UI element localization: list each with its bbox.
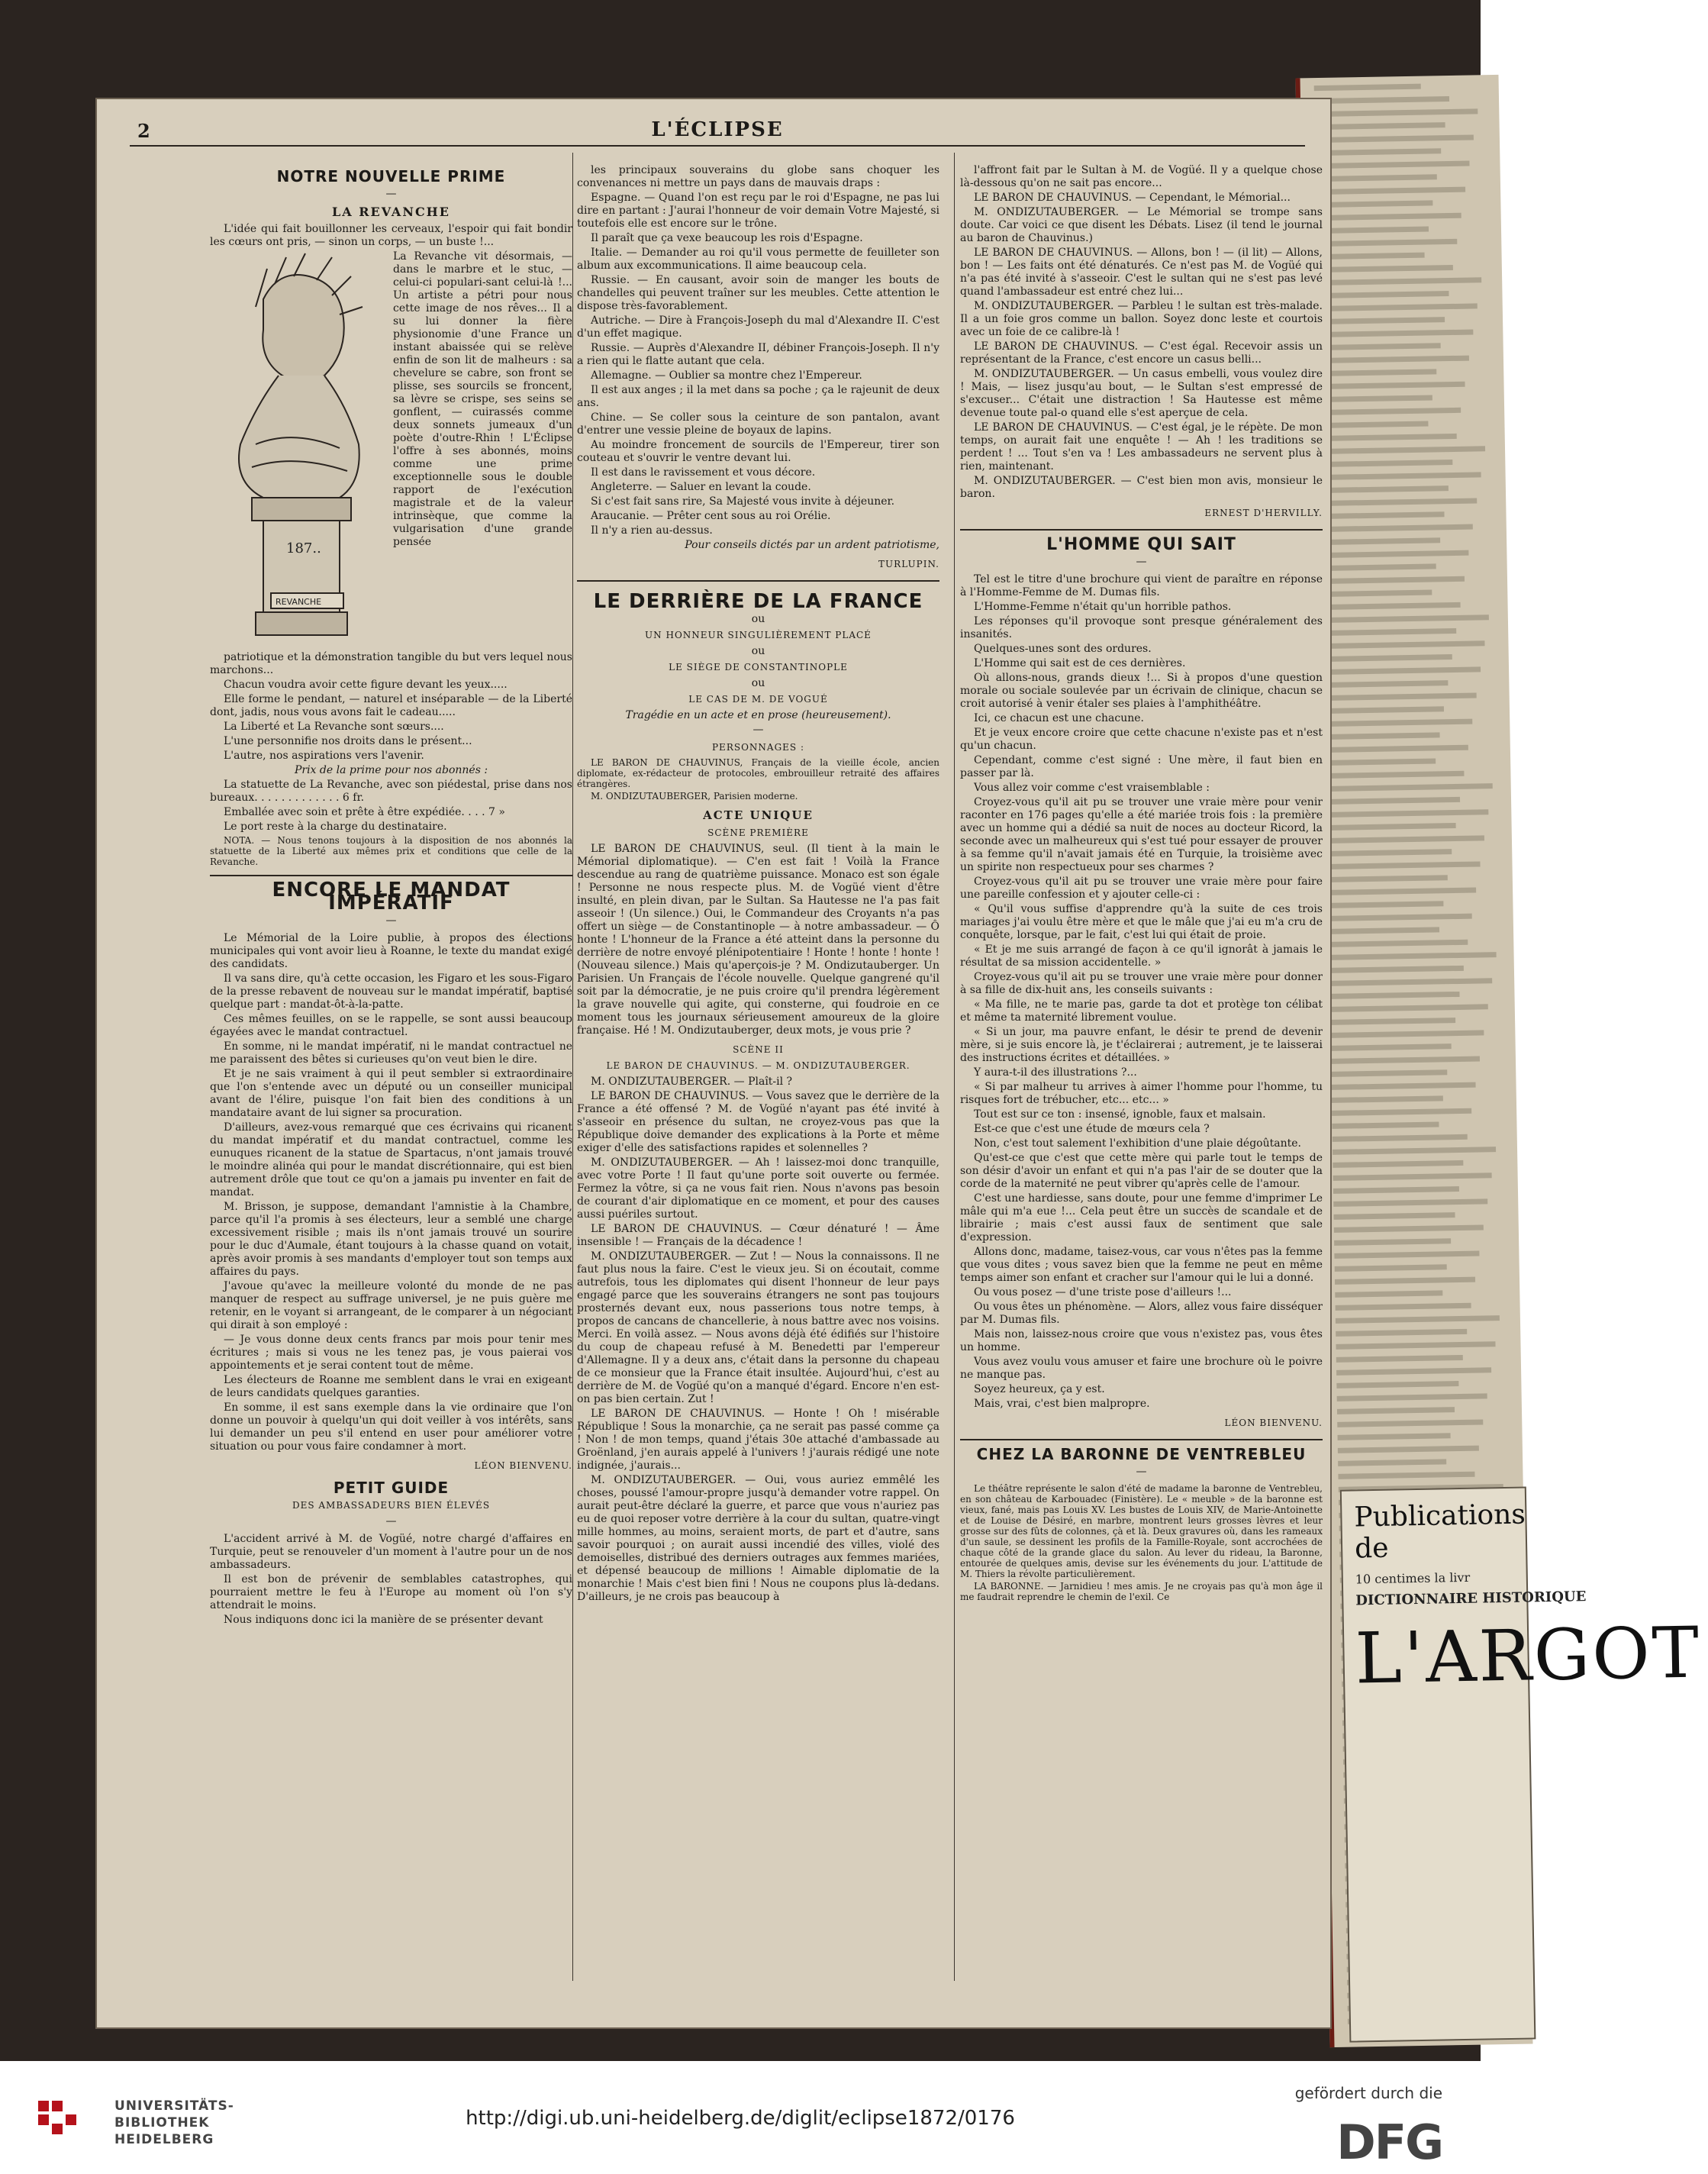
paragraph: Si c'est fait sans rire, Sa Majesté vous invite à déjeuner.	[591, 495, 895, 508]
column-3: l'affront fait par le Sultan à M. de Vogüé. Il y a quelque chose là-dessous qu'on ne sait pas encore... LE BARON DE CHAUVINUS. — Cependant, le Mémorial... M. ONDIZUTAUBERGER. — Le Mémorial se trompe sans doute. Car voici ce que disent les Débats. Lisez (il tend le journal au baron de Chauvinus.) LE BARON DE CHAUVINUS. — Allons, bon ! — (il lit) — Allons, bon ! — Les faits ont été dénaturés. Ce n'est pas M. de Vogüé qui n'a pas été invité à s'asseoir. C'est le sultan qui ne s'est pas levé quand l'ambassadeur est entré chez lui... M. ONDIZUTAUBERGER. — Parbleu ! le sultan est très-malade. Il a un foie gros comme un ballon. Soyez donc leste et courtois avec un foie de ce calibre-là ! LE BARON DE CHAUVINUS. — C'est égal. Recevoir assis un représentant de la France, c'est encore un casus belli... M. ONDIZUTAUBERGER. — Un casus embelli, vous voulez dire ! Mais, — lisez jusqu'au bout, — le Sultan s'est empressé de s'excuser... C'était une distraction ! Sa Hautesse est même devenue toute pal-o quand elle s'est aperçue de cela. LE BARON DE CHAUVINUS. — C'est égal, je le répète. De mon temps, on aurait fait une enquête ! — Ah ! les traditions se perdent ! ... Tout s'en va ! Les ambassadeurs ne servent plus à rien, maintenant. M. ONDIZUTAUBERGER. — C'est bien mon avis, monsieur le baron. ERNEST D'HERVILLY. L'HOMME QUI SAIT — Tel est le titre d'une brochure qui vient de paraître en réponse à l'Homme-Femme de M. Dumas fils. L'Homme-Femme n'était qu'un horrible pathos. Les réponses qu'il provoque sont presque généralement des insanités. Quelques-unes sont des ordures. L'Homme qui sait est de ces dernières. Où allons-nous, grands dieux !... Si à propos d'une question morale ou sociale soulevée par un écrivain de clinique, chacun se croit autorisé à venir étaler ses plaies à l'amphithéâtre. Ici, ce chacun est une chacune. Et je veux encore croire que cette chacune n'existe pas et n'est qu'un chacun. Cependant, comme c'est signé : Une mère, il faut bien en passer par là. Vous allez voir comme c'est vraisemblable : Croyez-vous qu'il ait pu se trouver une vraie mère pour venir raconter en 176 pages qu'elle a été mariée trois fois : la première avec un homme qui a dédié sa nuit de noces au docteur Ricord, la seconde avec un malheureux qui s'est tué pour essayer de prouver à sa femme qu'il n'avait jamais été en Turquie, la troisième avec un spirite non respectueux pour ses charmes ? Croyez-vous qu'il ait pu se trouver une vraie mère pour faire une pareille confession et y ajouter celle-ci : « Qu'il vous suffise d'apprendre qu'à la suite de ces trois mariages j'ai voulu être mère et que le mâle que j'ai eu m'a cru de conquête, lorsque, par le fait, c'est lui qui était de proie. « Et je me suis arrangé de façon à ce qu'il ignorât à jamais le résultat de sa mission accidentelle. » Croyez-vous qu'il ait pu se trouver une vraie mère pour donner à sa fille de dix-huit ans, les conseils suivants : « Ma fille, ne te marie pas, garde ta dot et protège ton célibat et même ta maternité librement voulue. « Si un jour, ma pauvre enfant, le désir te prend de devenir mère, si je suis encore là, je t'éclairerai ; autrement, je te laisserai des instructions écrites et détaillées. » Y aura-t-il des illustrations ?... « Si par malheur tu arrives à aimer l'homme pour l'homme, tu risques fort de trébucher, etc... etc... » Tout est sur ce ton : insensé, ignoble, faux et malsain. Est-ce que c'est une étude de mœurs cela ? Non, c'est tout salement l'exhibition d'une plaie dégoûtante. Qu'est-ce que c'est que cette mère qui parle tout le temps de son désir d'avoir un enfant et qui n'a pas l'air de se douter que la corde de la maternité ne peut vibrer qu'après celle de l'amour. C'est une hardiesse, sans doute, pour une femme d'imprimer Le mâle qui m'a eue !... Cela peut être un succès de scandale et de librairie ; mais c'est aussi faux de sentiment que sale d'expression. Allons donc, madame, taisez-vous, car vous n'êtes pas la femme que vous dites ; vous savez bien que la femme ne peut en même temps aimer son enfant et cracher sur l'amour qui le lui a donné. Ou vous posez — d'une triste pose d'ailleurs !... Ou vous êtes un phénomène. — Alors, allez vous faire disséquer par M. Dumas fils. Mais non, laissez-nous croire que vous n'existez pas, vous êtes un homme. Vous avez voulu vous amuser et faire une brochure où le poivre ne manque pas. Soyez heureux, ça y est. Mais, vrai, c'est bien malpropre. LÉON BIENVENU. CHEZ LA BARONNE DE VENTREBLEU — Le théâtre représente le salon d'été de madame la baronne de Ventrebleu, en son château de Karbouadec (Finistère). Le « meuble » de la baronne est vieux, fané, mais pas Louis XV. Les bustes de Louis XIV, de Marie-Antoinette et de Louise de Désiré, en marbre, montrent leurs grosses lèvres et leur grosse sur des fûts de colonnes, çà et là. Deux gravures où, dans les rameaux d'un saule, se dessinent les profils de la Famille-Royale, sont accrochées de chaque côté de la grande glace du salon. Au lever du rideau, la Baronne, entourée de quelques amis, devise sur les événements du jour. L'attitude de M. Thiers la révolte particulièrement. LA BARONNE. — Jarnidieu ! mes amis. Je ne croyais pas qu'à mon âge il me faudrait reprendre le chemin de l'exil. Ce	[960, 164, 1323, 1602]
paragraph: Il est dans le ravissement et vous décore.	[591, 466, 816, 479]
adjacent-text-line	[1319, 356, 1469, 363]
adjacent-text-line	[1317, 277, 1481, 285]
adjacent-text-line	[1319, 343, 1441, 350]
play-ou: ou	[751, 613, 765, 625]
adjacent-text-line	[1335, 1264, 1447, 1272]
paragraph: Tel est le titre d'une brochure qui vient de paraître en réponse à l'Homme-Femme de M. Dumas fils.	[960, 573, 1323, 598]
prime-title: NOTRE NOUVELLE PRIME	[276, 167, 506, 185]
permalink-url[interactable]: http://digi.ub.uni-heidelberg.de/diglit/eclipse1872/0176	[466, 2107, 1015, 2130]
column-1: NOTRE NOUVELLE PRIME — LA REVANCHE L'idée qui fait bouillonner les cerveaux, l'espoir qui fait bondir les cœurs ont pris, — sinon un corps, — un buste !... 187.. REVANCHE La Revanche vit désormais, — dans le marbre et le stuc, — celui-ci populari-sant celui-là !... Un artiste a pétri pour nous cette image de nos rêves... Il a su lui donner la fière physionomie d'une France un instant abaissée qui se relève enfin de son lit de malheurs : sa chevelure se cabre, son front se plisse, ses sourcils se froncent, sa lèvre se crispe, ses seins se gonflent, — cuirassés comme deux sonnets jumeaux d'un poète d'outre-Rhin ! L'Éclipse l'offre à ses abonnés, moins comme une prime exceptionnelle sous le double rapport de l'exécution magistrale et de la valeur intrinsèque, que comme la vulgarisation d'une grande pensée patriotique et la démonstration tangible du but vers lequel nous marchons... Chacun voudra avoir cette figure devant les yeux..... Elle forme le pendant, — naturel et inséparable — de la Liberté dont, jadis, nous vous avons fait le cadeau..... La Liberté et La Revanche sont sœurs.... L'une personnifie nos droits dans le présent... L'autre, nos aspirations vers l'avenir. Prix de la prime pour nos abonnés : La statuette de La Revanche, avec son piédestal, prise dans nos bureaux. . . . . . . . . . . . . 6 fr. Emballée avec soin et prête à être expédiée. . . . 7 » Le port reste à la charge du destinataire. NOTA. — Nous tenons toujours à la disposition de nos abonnés la statuette de la Liberté aux mêmes prix et conditions que celle de la Revanche. ENCORE LE MANDAT IMPÉRATIF — Le Mémorial de la Loire publie, à propos des élections municipales qui vont avoir lieu à Roanne, le texte du mandat exigé des candidats. Il va sans dire, qu'à cette occasion, les Figaro et les sous-Figaro de la presse rebavent de nouveau sur le mandat impératif, baptisé quelque part : mandat-ôt-à-la-patte. Ces mêmes feuilles, on se le rappelle, se sont aussi beaucoup égayées avec le mandat contractuel. En somme, ni le mandat impératif, ni le mandat contractuel ne me paraissent des bêtes si curieuses qu'on veut bien le dire. Et je ne sais vraiment à qui il peut sembler si extraordinaire que l'on s'entende avec un député ou un conseiller municipal avant de l'élire, puisque l'on fait bien des conditions à un mandataire avant de lui signer sa procuration. D'ailleurs, avez-vous remarqué que ces écrivains qui ricanent du mandat impératif et du mandat contractuel, comme les eunuques ricanent de la statue de Spartacus, n'ont jamais trouvé le moindre alinéa qui pour le mandat discrétionnaire, qui est bien autrement drôle que tout ce qu'on a jamais pu inventer en fait de mandat. M. Brisson, je suppose, demandant l'amnistie à la Chambre, parce qu'il l'a promis à ses électeurs, leur a semblé une charge excessivement risible ; mais ils n'ont jamais trouvé un sourire pour le duc d'Aumale, étant toujours à la chasse quand on votait, après avoir promis à ses mandants d'employer tout son temps aux affaires du pays. J'avoue qu'avec la meilleure volonté du monde de ne pas manquer de respect au suffrage universel, je ne puis guère me retenir, en le voyant si arrangeant, de le comparer à un négociant qui dirait à son employé : — Je vous donne deux cents francs par mois pour tenir mes écritures ; mais si vous ne les tenez pas, je vous paierai vos appointements et je serai content tout de même. Les électeurs de Roanne me semblent dans le vrai en exigeant de leurs candidats quelques garanties. En somme, il est sans exemple dans la vie ordinaire que l'on donne un pouvoir à quelqu'un qui doit veiller à vos intérêts, sans lui demander un peu s'il entend en user pour améliorer votre situation ou pour vous faire condamner à mort. LÉON BIENVENU. PETIT GUIDE DES AMBASSADEURS BIEN ÉLEVÉS — L'accident arrivé à M. de Vogüé, notre chargé d'affaires en Turquie, peut se renouveler d'un moment à l'autre pour un de nos ambassadeurs. Il est bon de prévenir de semblables catastrophes, qui pourraient mettre le feu à l'Europe au moment où l'on s'y attendrait le moins. Nous indiquons donc ici la manière de se présenter devant	[210, 167, 572, 1626]
revanche-bust-illustration	[210, 253, 385, 647]
adjacent-text-line	[1315, 161, 1469, 169]
play-continued	[960, 164, 1323, 501]
adjacent-text-line	[1335, 1277, 1475, 1285]
dialogue-line: M. ONDIZUTAUBERGER. — Parbleu ! le sultan est très-malade. Il a un foie gros comme un ballon. Soyez donc leste et courtois avec un foie de ce calibre-là !	[960, 300, 1323, 338]
column-2: les principaux souverains du globe sans choquer les convenances ni mettre un pays dans de mauvais draps : Espagne. — Quand l'on est reçu par le roi d'Espagne, ne pas lui dire en partant : J'aurai l'honneur de voir demain Votre Majesté, si toutefois elle est encore sur le trône. Il paraît que ça vexe beaucoup les rois d'Espagne. Italie. — Demander au roi qu'il vous permette de feuilleter son album aux excommunications. Il aime beaucoup cela. Russie. — En causant, avoir soin de manger les bouts de chandelles qui peuvent traîner sur les meubles. Cette attention le dispose très-favorablement. Autriche. — Dire à François-Joseph du mal d'Alexandre II. C'est d'un effet magique. Russie. — Auprès d'Alexandre II, débiner François-Joseph. Il n'y a rien qui le flatte autant que cela. Allemagne. — Oublier sa montre chez l'Empereur. Il est aux anges ; il la met dans sa poche ; ça le rajeunit de deux ans. Chine. — Se coller sous la ceinture de son pantalon, avant d'entrer une vessie pleine de boyaux de lapins. Au moindre froncement de sourcils de l'Empereur, tirer son couteau et s'ouvrir le ventre devant lui. Il est dans le ravissement et vous décore. Angleterre. — Saluer en levant la coude. Si c'est fait sans rire, Sa Majesté vous invite à déjeuner. Araucanie. — Prêter cent sous au roi Orélie. Il n'y a rien au-dessus. Pour conseils dictés par un ardent patriotisme, TURLUPIN. LE DERRIÈRE DE LA FRANCE ou UN HONNEUR SINGULIÈREMENT PLACÉ ou LE SIÈGE DE CONSTANTINOPLE ou LE CAS DE M. DE VOGUÉ Tragédie en un acte et en prose (heureusement). — PERSONNAGES : LE BARON DE CHAUVINUS, Français de la vieille école, ancien diplomate, ex-rédacteur de protocoles, embrouilleur retraité des affaires étrangères. M. ONDIZUTAUBERGER, Parisien moderne. ACTE UNIQUE SCÈNE PREMIÈRE LE BARON DE CHAUVINUS, seul. (Il tient à la main le Mémorial diplomatique). — C'en est fait ! Voilà la France descendue au rang de quatrième puissance. Monaco est son égale ! Personne ne nous respecte plus. M. de Vogüé vient d'être insulté, en plein divan, par le Sultan. Sa Hautesse ne l'a pas fait asseoir ! (Un silence.) Oui, le Commandeur des Croyants n'a pas offert un siège — de Constantinople — à notre ambassadeur. — Ô honte ! L'honneur de la France a été atteint dans la personne du derrière de notre envoyé plénipotentiaire ! Honte ! honte ! honte ! (Nouveau silence.) Mais qu'aperçois-je ? M. Ondizutauberger. Un Parisien. Un Français de l'école nouvelle. Quelque gangrené qu'il soit par la démocratie, je ne puis croire qu'il prendra légèrement la grave nouvelle qui agite, qui consterne, qui foudroie en ce moment tous les journaux sérieusement amoureux de la gloire française. Hé ! M. Ondizutauberger, deux mots, je vous prie ? SCÈNE II LE BARON DE CHAUVINUS. — M. ONDIZUTAUBERGER. M. ONDIZUTAUBERGER. — Plaît-il ? LE BARON DE CHAUVINUS. — Vous savez que le derrière de la France a été offensé ? M. de Vogüé n'ayant pas été invité à s'asseoir en présence du sultan, ne croyez-vous pas que la République doive demander des explications à la Porte et même exiger d'elle des satisfactions rapides et solennelles ? M. ONDIZUTAUBERGER. — Ah ! laissez-moi donc tranquille, avec votre Porte ! Il faut qu'une porte soit ouverte ou fermée. Fermez la vôtre, si ça ne vous fait rien. Nous n'avons pas besoin de courant d'air diplomatique en ce moment, et pour des causes aussi puériles surtout. LE BARON DE CHAUVINUS. — Cœur dénaturé ! — Âme insensible ! — Français de la décadence ! M. ONDIZUTAUBERGER. — Zut ! — Nous la connaissons. Il ne faut plus nous la faire. C'est le vieux jeu. Si on écoutait, comme autrefois, tous les diplomates qui disent l'honneur de leur pays engagé parce que les souverains étrangers ne sont pas toujours prosternés devant eux, nous passerions tous notre temps, à propos de cancans de chancellerie, à nous battre avec nos voisins. Merci. En voilà assez. — Nous avons déjà été édifiés sur l'histoire du coup de chapeau refusé à M. Benedetti par l'empereur d'Allemagne. Il y a deux ans, c'était dans la personne du chapeau de ce monsieur que la France était insultée. Aujourd'hui, c'est au derrière de M. de Vogüé qu'on a manqué d'égard. Encore n'en est-on pas bien certain. Zut ! LE BARON DE CHAUVINUS. — Honte ! Oh ! misérable République ! Sous la monarchie, ça ne serait pas passé comme ça ! Non ! de mon temps, quand j'étais 30e attaché d'ambassade au Groënland, j'en aurais appelé à l'univers ! j'aurais rédigé une note indignée, j'aurais... M. ONDIZUTAUBERGER. — Oui, vous auriez emmêlé les choses, poussé l'amour-propre jusqu'à demander votre rappel. On aurait peut-être déclaré la guerre, et parce que vous n'auriez pas eu de quoi reposer votre derrière à la cour du sultan, quatre-vingt mille hommes, au moins, seraient morts, de part et d'autre, sans savoir pourquoi ; on aurait aussi incendié des villes, violé des demoiselles, distribué des derniers outrages aux femmes mariées, et dépensé beaucoup de millions ! Aimable diplomatie de la monarchie ! Mais c'est bien fini ! Nous ne coupons plus là-dedans. D'ailleurs, je ne crois pas beaucoup à	[577, 164, 939, 1603]
personnages-heading: PERSONNAGES :	[711, 742, 805, 753]
dfg-logo: DFG	[1336, 2114, 1442, 2170]
paragraph: L'Homme qui sait est de ces dernières.	[974, 657, 1186, 669]
paragraph: « Si par malheur tu arrives à aimer l'homme pour l'homme, tu risques fort de trébucher, etc... etc... »	[960, 1081, 1323, 1106]
dialogue-line: M. ONDIZUTAUBERGER. — Le Mémorial se trompe sans doute. Car voici ce que disent les Débats. Lisez (il tend le journal au baron de Chauvinus.)	[960, 206, 1323, 244]
paragraph: Soyez heureux, ça y est.	[974, 1383, 1105, 1395]
adjacent-text-line	[1315, 148, 1441, 156]
prime-after-text: patriotique et la démonstration tangible du but vers lequel nous marchons...	[210, 651, 572, 676]
scene-heading: SCÈNE PREMIÈRE	[707, 827, 809, 838]
paragraph: — Je vous donne deux cents francs par mois pour tenir mes écritures ; mais si vous ne les tenez pas, je vous paierai vos appointements et je serai content tout de même.	[210, 1334, 572, 1372]
paragraph: Allons donc, madame, taisez-vous, car vous n'êtes pas la femme que vous dites ; vous savez bien que la femme ne peut en même temps aimer son enfant et cracher sur l'amour qui le lui a donné.	[960, 1246, 1323, 1284]
adjacent-text-line	[1326, 745, 1468, 753]
adjacent-text-line	[1333, 1212, 1455, 1220]
adjacent-text-line	[1338, 1472, 1474, 1479]
adjacent-text-line	[1337, 1419, 1483, 1427]
adjacent-advert	[1340, 1487, 1702, 2043]
dialogue-line: l'affront fait par le Sultan à M. de Vogüé. Il y a quelque chose là-dessous qu'on ne sait pas encore...	[960, 164, 1323, 189]
adjacent-text-line	[1320, 421, 1428, 428]
prime-lines	[210, 679, 572, 763]
baronne-intro: Le théâtre représente le salon d'été de madame la baronne de Ventrebleu, en son château de Karbouadec (Finistère). Le « meuble » de la baronne est vieux, fané, mais pas Louis XV. Les bustes de Louis XIV, de Marie-Antoinette et de Louise de Désiré, en marbre, montrent leurs grosses lèvres et leur grosse sur des fûts de colonnes, çà et là. Deux gravures où, dans les rameaux d'un saule, se dessinent les profils de la Famille-Royale, sont accrochées de chaque côté de la grande glace du salon. Au lever du rideau, la Baronne, entourée de quelques amis, devise sur les événements du jour. L'attitude de M. Thiers la révolte particulièrement.	[960, 1483, 1323, 1579]
adjacent-text-line	[1332, 1095, 1443, 1103]
price-line: Emballée avec soin et prête à être expédiée. . . . 7 »	[224, 806, 505, 818]
mandat-signature: LÉON BIENVENU.	[474, 1460, 572, 1471]
column-separator	[572, 153, 573, 1981]
adjacent-text-line	[1334, 1251, 1479, 1259]
adjacent-text-line	[1329, 940, 1468, 947]
footer-bar	[0, 2061, 1481, 2174]
paragraph: Et je ne sais vraiment à qui il peut sembler si extraordinaire que l'on s'entende avec un député ou un conseiller municipal avant de l'élire, puisque l'on fait bien des conditions à un mandataire avant de lui signer sa procuration.	[210, 1068, 572, 1119]
adjacent-text-line	[1331, 1056, 1480, 1063]
paragraph: Espagne. — Quand l'on est reçu par le roi d'Espagne, ne pas lui dire en partant : J'aurai l'honneur de voir demain Votre Majesté, si toutefois elle est encore sur le trône.	[577, 192, 939, 230]
prime-side-text: La Revanche vit désormais, — dans le marbre et le stuc, — celui-ci populari-sant celui-là !... Un artiste a pétri pour nous cette image de nos rêves... Il a su lui donner la fière physionomie d'une France un instant abaissée qui se relève enfin de son lit de malheurs : sa chevelure se cabre, son front se plisse, ses sourcils se froncent, sa lèvre se crispe, ses seins se gonflent, — cuirassés comme deux sonnets jumeaux d'un poète d'outre-Rhin ! L'Éclipse l'offre à ses abonnés, moins comme une prime exceptionnelle sous le double rapport de l'exécution magistrale et de la valeur intrinsèque, que comme la vulgarisation d'une grande pensée	[393, 250, 572, 548]
prime-subtitle: LA REVANCHE	[332, 205, 450, 219]
adjacent-text-line	[1320, 408, 1461, 415]
adjacent-text-line	[1315, 122, 1445, 130]
adjacent-text-line	[1316, 174, 1437, 182]
play-signature: ERNEST D'HERVILLY.	[1204, 508, 1323, 518]
adjacent-text-line	[1336, 1355, 1463, 1363]
paragraph: Il est bon de prévenir de semblables catastrophes, qui pourraient mettre le feu à l'Europe au moment où l'on s'y attendrait le moins.	[210, 1573, 572, 1611]
adjacent-text-line	[1326, 771, 1464, 779]
adjacent-text-line	[1323, 576, 1465, 584]
adjacent-text-line	[1323, 602, 1461, 610]
adjacent-text-line	[1318, 330, 1473, 338]
dialogue-line: LE BARON DE CHAUVINUS. — Cependant, le Mémorial...	[974, 192, 1291, 204]
adjacent-text-line	[1314, 108, 1478, 117]
prime-line: L'autre, nos aspirations vers l'avenir.	[224, 750, 424, 762]
adjacent-text-line	[1336, 1329, 1467, 1337]
play-subtitle: LE SIÈGE DE CONSTANTINOPLE	[669, 662, 848, 673]
paragraph: Qu'est-ce que c'est que cette mère qui parle tout le temps de son désir d'avoir un enfant et qui n'a pas l'air de se douter que la corde de la maternité ne peut vibrer qu'après celle de l'amour.	[960, 1152, 1323, 1190]
adjacent-text-line	[1336, 1315, 1500, 1324]
adjacent-text-line	[1329, 914, 1472, 921]
adjacent-text-line	[1332, 1108, 1471, 1116]
adjacent-text-line	[1327, 835, 1484, 843]
play-subtitle: UN HONNEUR SINGULIÈREMENT PLACÉ	[645, 630, 872, 640]
adjacent-text-line	[1333, 1160, 1463, 1168]
adjacent-text-line	[1325, 719, 1472, 727]
paragraph: J'avoue qu'avec la meilleure volonté du monde de ne pas manquer de respect au suffrage universel, je ne puis guère me retenir, en le voyant si arrangeant, de le comparer à un négociant qui dirait à son employé :	[210, 1280, 572, 1331]
adjacent-text-line	[1329, 992, 1459, 999]
library-line: BIBLIOTHEK	[114, 2115, 210, 2130]
dialogue-line: M. ONDIZUTAUBERGER. — Un casus embelli, vous voulez dire ! Mais, — lisez jusqu'au bout, — le Sultan s'est empressé de s'excuser... C'était une distraction ! Sa Hautesse est même devenue toute pal-o quand elle s'est aperçue de cela.	[960, 368, 1323, 419]
paragraph: Il va sans dire, qu'à cette occasion, les Figaro et les sous-Figaro de la presse rebavent de nouveau sur le mandat impératif, baptisé quelque part : mandat-ôt-à-la-patte.	[210, 972, 572, 1011]
paragraph: Croyez-vous qu'il ait pu se trouver une vraie mère pour donner à sa fille de dix-huit ans, les conseils suivants :	[960, 971, 1323, 996]
adjacent-text-line	[1338, 1446, 1479, 1453]
baronne-line: LA BARONNE. — Jarnidieu ! mes amis. Je ne croyais pas qu'à mon âge il me faudrait reprendre le chemin de l'exil. Ce	[960, 1581, 1323, 1602]
paragraph: « Et je me suis arrangé de façon à ce qu'il ignorât à jamais le résultat de sa mission accidentelle. »	[960, 943, 1323, 969]
adjacent-text-line	[1335, 1290, 1442, 1297]
guide-subtitle: DES AMBASSADEURS BIEN ÉLEVÉS	[292, 1500, 491, 1511]
prime-line: Chacun voudra avoir cette figure devant les yeux.....	[224, 679, 508, 691]
column-separator	[954, 153, 955, 1981]
paragraph: Autriche. — Dire à François-Joseph du mal d'Alexandre II. C'est d'un effet magique.	[577, 314, 939, 340]
acte: ACTE UNIQUE	[703, 808, 814, 822]
adjacent-text-line	[1336, 1303, 1471, 1311]
adjacent-text-line	[1321, 498, 1477, 506]
adjacent-text-line	[1316, 187, 1465, 195]
paragraph: Cependant, comme c'est signé : Une mère, il faut bien en passer par là.	[960, 754, 1323, 779]
paragraph: Vous avez voulu vous amuser et faire une brochure où le poivre ne manque pas.	[960, 1356, 1323, 1381]
dialogue-line: LE BARON DE CHAUVINUS. — Vous savez que le derrière de la France a été offensé ? M. de Vogüé n'ayant pas été invité à s'asseoir en présence du sultan, ne croyez-vous pas que la République doive demander des explications à la Porte et même exiger d'elle des satisfactions rapides et solennelles ?	[577, 1090, 939, 1154]
paragraph: Croyez-vous qu'il ait pu se trouver une vraie mère pour faire une pareille confession et y ajouter celle-ci :	[960, 876, 1323, 901]
adjacent-text-line	[1315, 134, 1474, 143]
adjacent-text-line	[1338, 1433, 1451, 1440]
adjacent-text-line	[1325, 693, 1477, 701]
dialogue-line: M. ONDIZUTAUBERGER. — C'est bien mon avis, monsieur le baron.	[960, 475, 1323, 500]
adjacent-text-line	[1329, 966, 1464, 973]
adjacent-text-line	[1314, 84, 1421, 91]
paragraph: Y aura-t-il des illustrations ?...	[974, 1066, 1137, 1079]
paragraph: Vous allez voir comme c'est vraisemblable :	[974, 782, 1210, 794]
paragraph: « Qu'il vous suffise d'apprendre qu'à la suite de ces trois mariages j'ai voulu être mère et que le mâle que j'ai eu m'a cru de conquête, lorsque, par le fait, c'est lui qui était de proie.	[960, 903, 1323, 941]
paragraph: Quelques-unes sont des ordures.	[974, 643, 1152, 655]
prime-line: L'une personnifie nos droits dans le présent...	[224, 735, 472, 747]
dialogue-line: M. ONDIZUTAUBERGER. — Zut ! — Nous la connaissons. Il ne faut plus nous la faire. C'est le vieux jeu. Si on écoutait, comme autrefois, tous les diplomates qui disent l'honneur de leur pays engagé parce que les souverains étrangers ne sont pas toujours prosternés devant eux, nous passerions tous notre temps, à propos de cancans de chancellerie, à nous battre avec nos voisins. Merci. En voilà assez. — Nous avons déjà été édifiés sur l'histoire du coup de chapeau refusé à M. Benedetti par l'empereur d'Allemagne. Il y a deux ans, c'était dans la personne du chapeau de ce monsieur que la France était insultée. Aujourd'hui, c'est au derrière de M. de Vogüé qu'on a manqué d'égard. Encore n'en est-on pas bien certain. Zut !	[577, 1250, 939, 1405]
adjacent-text-line	[1333, 1134, 1468, 1142]
adjacent-text-line	[1327, 823, 1456, 831]
adjacent-text-line	[1328, 901, 1443, 908]
adjacent-advert-line: 10 centimes la livr	[1355, 1569, 1471, 1587]
prime-note: NOTA. — Nous tenons toujours à la disposition de nos abonnés la statuette de la Liberté aux mêmes prix et conditions que celle de la Revanche.	[210, 835, 572, 867]
paragraph: Il est aux anges ; il la met dans sa poche ; ça le rajeunit de deux ans.	[577, 384, 939, 409]
adjacent-text-line	[1322, 537, 1440, 545]
paragraph: Angleterre. — Saluer en levant la coude.	[591, 481, 811, 493]
adjacent-text-line	[1328, 888, 1476, 895]
adjacent-text-line	[1316, 200, 1432, 208]
adjacent-text-line	[1323, 590, 1432, 597]
adjacent-text-line	[1334, 1224, 1484, 1232]
dialogue-line: LE BARON DE CHAUVINUS. — Cœur dénaturé ! — Âme insensible ! — Français de la décadence !	[577, 1223, 939, 1248]
prime-intro: L'idée qui fait bouillonner les cerveaux, l'espoir qui fait bondir les cœurs ont pris, — sinon un corps, — un buste !...	[210, 223, 572, 248]
guide-continued	[577, 164, 939, 537]
adjacent-text-line	[1336, 1381, 1458, 1389]
dialogue-line: LE BARON DE CHAUVINUS. — Allons, bon ! — (il lit) — Allons, bon ! — Les faits ont été dénaturés. Ce n'est pas M. de Vogüé qui n'a pas été invité à s'asseoir. C'est le sultan qui ne s'est pas levé quand l'ambassadeur est entré chez lui...	[960, 247, 1323, 298]
adjacent-text-line	[1314, 96, 1449, 104]
adjacent-text-line	[1324, 666, 1481, 675]
adjacent-text-line	[1327, 849, 1452, 856]
adjacent-text-line	[1330, 1004, 1488, 1012]
paragraph: Russie. — En causant, avoir soin de manger les bouts de chandelles qui peuvent traîner sur les meubles. Cette attention le dispose très-favorablement.	[577, 274, 939, 312]
homme-title: L'HOMME QUI SAIT	[1046, 535, 1236, 554]
adjacent-text-line	[1321, 472, 1481, 480]
adjacent-text-line	[1323, 628, 1456, 636]
paragraph: Russie. — Auprès d'Alexandre II, débiner François-Joseph. Il n'y a rien qui le flatte autant que cela.	[577, 342, 939, 367]
scene-persons: LE BARON DE CHAUVINUS. — M. ONDIZUTAUBERGER.	[606, 1060, 910, 1071]
adjacent-text-line	[1333, 1147, 1496, 1155]
price-line: La statuette de La Revanche, avec son piédestal, prise dans nos bureaux. . . . . . . . . . . . . 6 fr.	[210, 779, 572, 804]
adjacent-text-line	[1317, 291, 1449, 298]
scene-heading: SCÈNE II	[733, 1044, 784, 1055]
funding-note: gefördert durch die	[1294, 2084, 1442, 2102]
adjacent-text-line	[1333, 1198, 1487, 1207]
adjacent-text-line	[1323, 563, 1436, 571]
dialogue-line: LE BARON DE CHAUVINUS, seul. (Il tient à la main le Mémorial diplomatique). — C'en est fait ! Voilà la France descendue au rang de quatrième puissance. Monaco est son égale ! Personne ne nous respecte plus. M. de Vogüé vient d'être insulté, en plein divan, par le Sultan. Sa Hautesse ne l'a pas fait asseoir ! (Un silence.) Oui, le Commandeur des Croyants n'a pas offert un siège — de Constantinople — à notre ambassadeur. — Ô honte ! L'honneur de la France a été atteint dans la personne du derrière de notre envoyé plénipotentiaire ! Honte ! honte ! honte ! (Nouveau silence.) Mais qu'aperçois-je ? M. Ondizutauberger. Un Parisien. Un Français de l'école nouvelle. Quelque gangrené qu'il soit par la démocratie, je ne puis croire qu'il prendra légèrement la grave nouvelle qui agite, qui consterne, qui foudroie en ce moment tous les journaux sérieusement amoureux de la gloire française. Hé ! M. Ondizutauberger, deux mots, je vous prie ?	[577, 843, 939, 1037]
adjacent-text-line	[1326, 758, 1436, 766]
paragraph: Il paraît que ça vexe beaucoup les rois d'Espagne.	[591, 232, 863, 244]
prime-line: Elle forme le pendant, — naturel et inséparable — de la Liberté dont, jadis, nous vous avons fait le cadeau.....	[210, 693, 572, 718]
paragraph: Chine. — Se coller sous la ceinture de son pantalon, avant d'entrer une vessie pleine de boyaux de lapins.	[577, 411, 939, 437]
prime-line: La Liberté et La Revanche sont sœurs....	[224, 721, 444, 733]
paragraph: Ces mêmes feuilles, on se le rappelle, se sont aussi beaucoup égayées avec le mandat contractuel.	[210, 1013, 572, 1038]
adjacent-text-line	[1317, 265, 1453, 273]
masthead-rule	[130, 145, 1305, 147]
paragraph: Non, c'est tout salement l'exhibition d'une plaie dégoûtante.	[974, 1137, 1301, 1150]
play-genre: Tragédie en un acte et en prose (heureusement).	[625, 709, 891, 721]
scene-2	[577, 1076, 939, 1604]
paragraph: Et je veux encore croire que cette chacune n'existe pas et n'est qu'un chacun.	[960, 727, 1323, 752]
adjacent-text-line	[1323, 640, 1484, 649]
adjacent-text-line	[1321, 511, 1444, 519]
paragraph: Mais, vrai, c'est bien malpropre.	[974, 1398, 1150, 1410]
personnage: LE BARON DE CHAUVINUS, Français de la vieille école, ancien diplomate, ex-rédacteur de protocoles, embrouilleur retraité des affaires étrangères.	[577, 757, 939, 789]
adjacent-text-line	[1326, 809, 1488, 818]
adjacent-text-line	[1327, 861, 1480, 869]
adjacent-text-line	[1316, 213, 1461, 221]
adjacent-text-line	[1324, 680, 1448, 688]
adjacent-text-line	[1318, 317, 1445, 324]
guide-tagline: Pour conseils dictés par un ardent patriotisme,	[685, 539, 939, 551]
guide-article	[210, 1533, 572, 1627]
baronne-title: CHEZ LA BARONNE DE VENTREBLEU	[976, 1445, 1307, 1463]
paragraph: Les réponses qu'il provoque sont presque généralement des insanités.	[960, 615, 1323, 640]
adjacent-text-line	[1334, 1238, 1451, 1246]
adjacent-text-line	[1326, 732, 1440, 740]
homme-signature: LÉON BIENVENU.	[1224, 1418, 1323, 1428]
adjacent-text-line	[1338, 1459, 1446, 1466]
play-subtitle: LE CAS DE M. DE VOGUÉ	[688, 694, 828, 705]
paragraph: Italie. — Demander au roi qu'il vous permette de feuilleter son album aux excommunications. Il aime beaucoup cela.	[577, 247, 939, 272]
scene-1	[577, 843, 939, 1037]
adjacent-text-line	[1320, 382, 1465, 389]
adjacent-text-line	[1324, 654, 1452, 662]
adjacent-text-line	[1320, 434, 1457, 441]
mandat-article	[210, 932, 572, 1453]
dialogue-line: LE BARON DE CHAUVINUS. — Honte ! Oh ! misérable République ! Sous la monarchie, ça ne serait pas passé comme ça ! Non ! de mon temps, quand j'étais 30e attaché d'ambassade au Groënland, j'en aurais appelé à l'univers ! j'aurais rédigé une note indignée, j'aurais...	[577, 1408, 939, 1472]
dialogue-line: M. ONDIZUTAUBERGER. — Ah ! laissez-moi donc tranquille, avec votre Porte ! Il faut qu'une porte soit ouverte ou fermée. Fermez la vôtre, si ça ne vous fait rien. Nous n'avons pas besoin de courant d'air diplomatique en ce moment, et pour des causes aussi puériles surtout.	[577, 1156, 939, 1221]
paragraph: Au moindre froncement de sourcils de l'Empereur, tirer son couteau et s'ouvrir le ventre devant lui.	[577, 439, 939, 464]
paragraph: Il n'y a rien au-dessus.	[591, 524, 713, 537]
dialogue-line: LE BARON DE CHAUVINUS. — C'est égal, je le répète. De mon temps, on aurait fait une enquête ! — Ah ! les traditions se perdent ! ... Tout s'en va ! Les ambassadeurs ne servent plus à rien, maintenant.	[960, 421, 1323, 473]
library-line: HEIDELBERG	[114, 2132, 214, 2147]
adjacent-text-line	[1328, 875, 1448, 882]
adjacent-advert-big: L'ARGOT	[1354, 1611, 1702, 1700]
adjacent-text-line	[1320, 446, 1485, 454]
adjacent-text-line	[1316, 227, 1429, 234]
adjacent-text-line	[1318, 303, 1478, 311]
adjacent-text-line	[1326, 783, 1493, 792]
adjacent-advert-title: Publications de	[1354, 1498, 1526, 1565]
adjacent-text-line	[1329, 978, 1492, 986]
mandat-title: ENCORE LE MANDAT IMPÉRATIF	[272, 879, 511, 914]
guide-signature: TURLUPIN.	[878, 559, 939, 569]
paragraph: D'ailleurs, avez-vous remarqué que ces écrivains qui ricanent du mandat impératif et du mandat contractuel, comme les eunuques ricanent de la statue de Spartacus, n'ont jamais trouvé le moindre alinéa qui pour le mandat discrétionnaire, qui est bien autrement drôle que tout ce qu'on a jamais pu inventer en fait de mandat.	[210, 1121, 572, 1198]
adjacent-text-line	[1323, 614, 1489, 623]
adjacent-text-line	[1320, 460, 1452, 467]
price-line: Le port reste à la charge du destinataire.	[224, 821, 447, 833]
masthead	[130, 118, 1305, 141]
adjacent-text-line	[1331, 1069, 1447, 1077]
newspaper-title: L'ÉCLIPSE	[651, 118, 784, 141]
homme-article	[960, 573, 1323, 1411]
adjacent-text-line	[1330, 1018, 1455, 1025]
paragraph: « Si un jour, ma pauvre enfant, le désir te prend de devenir mère, si je suis encore là, je t'éclairerai ; autrement, je te laisserai des instructions écrites et détaillées. »	[960, 1026, 1323, 1064]
adjacent-text-line	[1337, 1407, 1455, 1414]
paragraph: Croyez-vous qu'il ait pu se trouver une vraie mère pour venir raconter en 176 pages qu'elle a été mariée trois fois : la première avec un homme qui a dédié sa nuit de noces au docteur Ricord, la seconde avec un malheureux qui s'est tué pour essayer de prouver à sa femme qu'il n'avait jamais été en Turquie, la troisième avec un spirite non respectueux pour ses charmes ?	[960, 796, 1323, 873]
paragraph: Le Mémorial de la Loire publie, à propos des élections municipales qui vont avoir lieu à Roanne, le texte du mandat exigé des candidats.	[210, 932, 572, 970]
adjacent-text-line	[1337, 1393, 1487, 1401]
pedestal-label: REVANCHE	[276, 597, 322, 607]
adjacent-text-line	[1331, 1043, 1452, 1051]
paragraph: Tout est sur ce ton : insensé, ignoble, faux et malsain.	[974, 1108, 1266, 1121]
adjacent-text-line	[1321, 485, 1449, 493]
paragraph: L'accident arrivé à M. de Vogüé, notre chargé d'affaires en Turquie, peut se renouveler d'un moment à l'autre pour un de nos ambassadeurs.	[210, 1533, 572, 1571]
paragraph: Les électeurs de Roanne me semblent dans le vrai en exigeant de leurs candidats quelques garanties.	[210, 1374, 572, 1399]
page-number: 2	[137, 120, 150, 142]
adjacent-text-line	[1336, 1341, 1495, 1350]
play-ou: ou	[751, 645, 765, 657]
play-ou: ou	[751, 677, 765, 689]
adjacent-text-line	[1316, 239, 1457, 247]
adjacent-text-line	[1317, 253, 1425, 260]
adjacent-text-line	[1330, 1030, 1484, 1038]
paragraph: C'est une hardiesse, sans doute, pour une femme d'imprimer Le mâle qui m'a eue !... Cela peut être un succès de scandale et de librairie ; mais c'est aussi faux de sentiment que sale d'expression.	[960, 1192, 1323, 1243]
adjacent-text-line	[1329, 927, 1439, 934]
paragraph: M. Brisson, je suppose, demandant l'amnistie à la Chambre, parce qu'il l'a promis à ses électeurs, leur a semblé une charge excessivement risible ; mais ils n'ont jamais trouvé un sourire pour le duc d'Aumale, étant toujours à la chasse quand on votait, après avoir promis à ses mandants d'employer tout son temps aux affaires du pays.	[210, 1201, 572, 1278]
adjacent-text-line	[1322, 550, 1468, 558]
adjacent-text-line	[1326, 797, 1460, 805]
paragraph: Allemagne. — Oublier sa montre chez l'Empereur.	[591, 369, 862, 382]
paragraph: Araucanie. — Prêter cent sous au roi Orélie.	[591, 510, 831, 522]
adjacent-text-line	[1333, 1186, 1459, 1194]
paragraph: L'Homme-Femme n'était qu'un horrible pathos.	[974, 601, 1232, 613]
adjacent-text-line	[1336, 1367, 1491, 1376]
adjacent-text-line	[1333, 1172, 1492, 1181]
library-line: UNIVERSITÄTS-	[114, 2098, 234, 2114]
dialogue-line: LE BARON DE CHAUVINUS. — C'est égal. Recevoir assis un représentant de la France, c'est encore un casus belli...	[960, 340, 1323, 366]
paragraph: les principaux souverains du globe sans choquer les convenances ni mettre un pays dans de mauvais draps :	[577, 164, 939, 189]
adjacent-text-line	[1319, 369, 1436, 376]
paragraph: Nous indiquons donc ici la manière de se présenter devant	[224, 1614, 543, 1626]
personnage: M. ONDIZUTAUBERGER, Parisien moderne.	[591, 791, 798, 802]
dialogue-line: M. ONDIZUTAUBERGER. — Oui, vous auriez emmêlé les choses, poussé l'amour-propre jusqu'à demander votre rappel. On aurait peut-être déclaré la guerre, et parce que vous n'auriez pas eu de quoi reposer votre derrière à la cour du sultan, quatre-vingt mille hommes, au moins, seraient morts, de part et d'autre, sans savoir pourquoi ; on aurait aussi incendié des villes, violé des demoiselles, distribué des derniers outrages aux femmes mariées, et dépensé beaucoup de millions ! Aimable diplomatie de la monarchie ! Mais c'est bien fini ! Nous ne coupons plus là-dedans. D'ailleurs, je ne crois pas beaucoup à	[577, 1474, 939, 1603]
paragraph: « Ma fille, ne te marie pas, garde ta dot et protège ton célibat et même ta maternité librement voulue.	[960, 998, 1323, 1024]
adjacent-text-line	[1320, 395, 1432, 402]
adjacent-text-line	[1329, 952, 1497, 960]
adjacent-text-line	[1322, 524, 1473, 532]
adjacent-text-line	[1332, 1121, 1439, 1128]
guide-title: PETIT GUIDE	[333, 1479, 450, 1497]
paragraph: En somme, ni le mandat impératif, ni le mandat contractuel ne me paraissent des bêtes si curieuses qu'on veut bien le dire.	[210, 1040, 572, 1066]
adjacent-advert-line: DICTIONNAIRE HISTORIQUE	[1355, 1589, 1587, 1609]
paragraph: Ou vous posez — d'une triste pose d'ailleurs !...	[974, 1286, 1232, 1298]
paragraph: Est-ce que c'est une étude de mœurs cela ?	[974, 1123, 1210, 1135]
dialogue-line: M. ONDIZUTAUBERGER. — Plaît-il ?	[591, 1076, 793, 1088]
paragraph: Mais non, laissez-nous croire que vous n'existez pas, vous êtes un homme.	[960, 1328, 1323, 1353]
pedestal-year: 187..	[286, 540, 321, 556]
adjacent-text-line	[1325, 706, 1444, 714]
price-heading: Prix de la prime pour nos abonnés :	[294, 764, 488, 776]
adjacent-text-line	[1332, 1082, 1476, 1090]
paragraph: Où allons-nous, grands dieux !... Si à propos d'une question morale ou sociale soulevée par un écrivain de clinique, chacun se croit autorisé à venir étaler ses plaies à l'amphithéâtre.	[960, 672, 1323, 710]
paragraph: Ou vous êtes un phénomène. — Alors, allez vous faire disséquer par M. Dumas fils.	[960, 1301, 1323, 1326]
play-title: LE DERRIÈRE DE LA FRANCE	[593, 590, 923, 613]
paragraph: Ici, ce chacun est une chacune.	[974, 712, 1144, 724]
paragraph: En somme, il est sans exemple dans la vie ordinaire que l'on donne un pouvoir à quelqu'un qui doit veiller à vos intérêts, sans lui demander un peu s'il entend en user pour améliorer votre situation ou pour vous faire condamner à mort.	[210, 1401, 572, 1453]
